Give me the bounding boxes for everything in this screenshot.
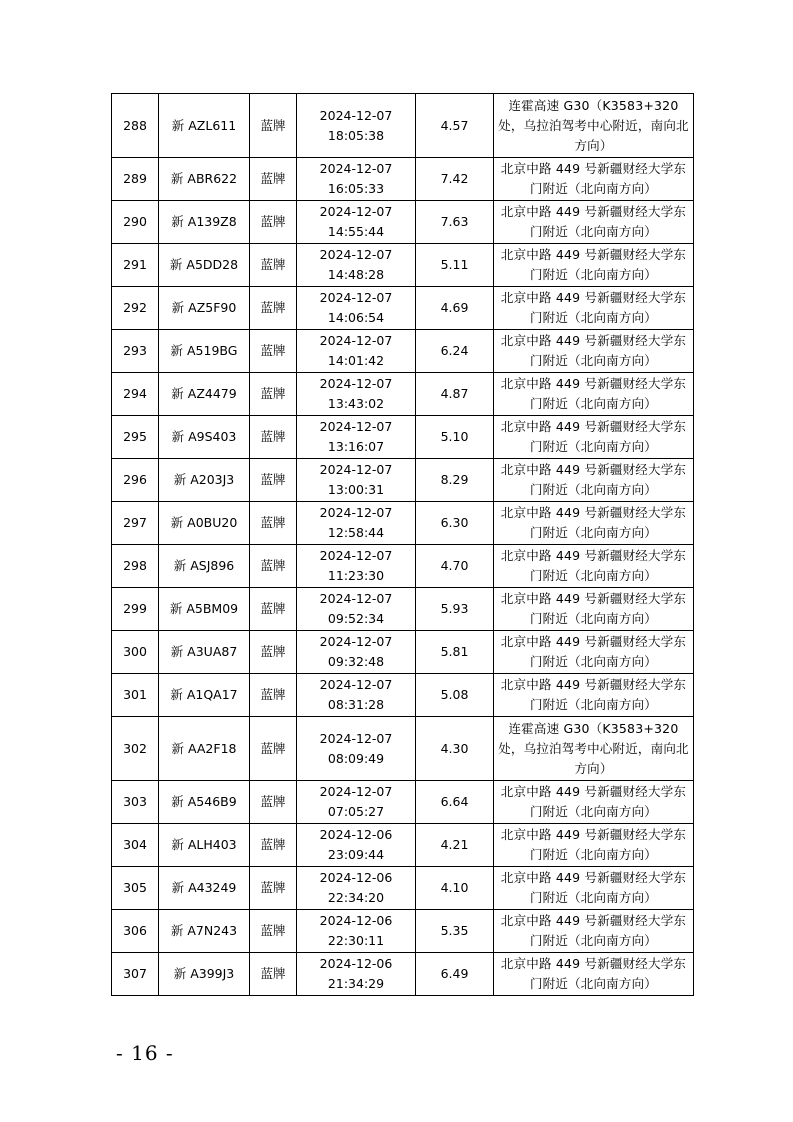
table-row <box>112 244 694 287</box>
plate-number-cell: 新 A43249 <box>159 867 250 910</box>
timestamp-cell <box>297 158 416 201</box>
timestamp-cell <box>297 545 416 588</box>
location-cell: 连霍高速 G30（K3583+320 处，乌拉泊驾考中心附近，南向北方向） <box>494 717 694 781</box>
measurement-value-cell: 7.63 <box>416 201 494 244</box>
measurement-value-cell: 5.08 <box>416 674 494 717</box>
time-text: 14:48:28 <box>327 267 385 282</box>
plate-color-cell: 蓝牌 <box>250 502 297 545</box>
measurement-value-cell: 4.69 <box>416 287 494 330</box>
plate-number-cell: 新 A546B9 <box>159 781 250 824</box>
plate-color-cell: 蓝牌 <box>250 459 297 502</box>
location-cell: 北京中路 449 号新疆财经大学东门附近（北向南方向） <box>494 674 694 717</box>
table-row <box>112 287 694 330</box>
plate-color-cell: 蓝牌 <box>250 588 297 631</box>
location-cell: 北京中路 449 号新疆财经大学东门附近（北向南方向） <box>494 416 694 459</box>
time-text: 14:55:44 <box>327 224 385 239</box>
timestamp-cell <box>297 459 416 502</box>
location-cell: 北京中路 449 号新疆财经大学东门附近（北向南方向） <box>494 201 694 244</box>
plate-color-cell: 蓝牌 <box>250 94 297 158</box>
record-number-cell: 301 <box>112 674 159 717</box>
plate-color-cell: 蓝牌 <box>250 545 297 588</box>
table-row <box>112 545 694 588</box>
time-text: 22:34:20 <box>327 890 385 905</box>
record-number-cell: 291 <box>112 244 159 287</box>
table-row <box>112 158 694 201</box>
plate-number-cell: 新 A519BG <box>159 330 250 373</box>
location-cell: 北京中路 449 号新疆财经大学东门附近（北向南方向） <box>494 867 694 910</box>
time-text: 08:31:28 <box>327 697 385 712</box>
plate-color-cell: 蓝牌 <box>250 953 297 996</box>
record-number-cell: 298 <box>112 545 159 588</box>
table-row <box>112 94 694 158</box>
date-text: 2024-12-07 <box>319 333 393 348</box>
plate-color-cell: 蓝牌 <box>250 867 297 910</box>
plate-color-cell: 蓝牌 <box>250 416 297 459</box>
location-cell: 北京中路 449 号新疆财经大学东门附近（北向南方向） <box>494 373 694 416</box>
date-text: 2024-12-07 <box>319 505 393 520</box>
measurement-value-cell: 5.11 <box>416 244 494 287</box>
measurement-value-cell: 4.10 <box>416 867 494 910</box>
timestamp-cell <box>297 824 416 867</box>
date-text: 2024-12-06 <box>319 870 393 885</box>
record-number-cell: 294 <box>112 373 159 416</box>
timestamp-cell <box>297 94 416 158</box>
plate-color-cell: 蓝牌 <box>250 201 297 244</box>
time-text: 21:34:29 <box>327 976 385 991</box>
date-text: 2024-12-06 <box>319 827 393 842</box>
record-number-cell: 306 <box>112 910 159 953</box>
date-text: 2024-12-07 <box>319 107 393 123</box>
record-number-cell: 296 <box>112 459 159 502</box>
table-row <box>112 459 694 502</box>
table-row <box>112 588 694 631</box>
time-text: 14:01:42 <box>327 353 385 368</box>
plate-color-cell: 蓝牌 <box>250 244 297 287</box>
record-number-cell: 293 <box>112 330 159 373</box>
plate-color-cell: 蓝牌 <box>250 910 297 953</box>
location-cell: 北京中路 449 号新疆财经大学东门附近（北向南方向） <box>494 824 694 867</box>
date-text: 2024-12-07 <box>319 161 393 176</box>
table-row <box>112 717 694 781</box>
table-row <box>112 373 694 416</box>
measurement-value-cell: 4.57 <box>416 94 494 158</box>
measurement-value-cell: 4.70 <box>416 545 494 588</box>
measurement-value-cell: 7.42 <box>416 158 494 201</box>
time-text: 23:09:44 <box>327 847 385 862</box>
location-cell: 北京中路 449 号新疆财经大学东门附近（北向南方向） <box>494 330 694 373</box>
plate-number-cell: 新 A139Z8 <box>159 201 250 244</box>
timestamp-cell <box>297 953 416 996</box>
record-number-cell: 297 <box>112 502 159 545</box>
time-text: 22:30:11 <box>327 933 385 948</box>
record-number-cell: 292 <box>112 287 159 330</box>
location-cell: 北京中路 449 号新疆财经大学东门附近（北向南方向） <box>494 459 694 502</box>
table-row <box>112 910 694 953</box>
time-text: 07:05:27 <box>327 804 385 819</box>
timestamp-cell <box>297 502 416 545</box>
record-number-cell: 302 <box>112 717 159 781</box>
date-text: 2024-12-07 <box>319 419 393 434</box>
plate-number-cell: 新 AZ4479 <box>159 373 250 416</box>
measurement-value-cell: 5.10 <box>416 416 494 459</box>
plate-number-cell: 新 A1QA17 <box>159 674 250 717</box>
timestamp-cell <box>297 674 416 717</box>
measurement-value-cell: 6.64 <box>416 781 494 824</box>
record-number-cell: 295 <box>112 416 159 459</box>
plate-number-cell: 新 ASJ896 <box>159 545 250 588</box>
timestamp-cell <box>297 631 416 674</box>
plate-number-cell: 新 A5BM09 <box>159 588 250 631</box>
record-number-cell: 288 <box>112 94 159 158</box>
date-text: 2024-12-07 <box>319 591 393 606</box>
plate-color-cell: 蓝牌 <box>250 824 297 867</box>
timestamp-cell <box>297 416 416 459</box>
measurement-value-cell: 8.29 <box>416 459 494 502</box>
plate-number-cell: 新 A5DD28 <box>159 244 250 287</box>
timestamp-cell <box>297 373 416 416</box>
timestamp-cell <box>297 910 416 953</box>
plate-color-cell: 蓝牌 <box>250 158 297 201</box>
time-text: 18:05:38 <box>327 127 385 143</box>
time-text: 12:58:44 <box>327 525 385 540</box>
location-cell: 北京中路 449 号新疆财经大学东门附近（北向南方向） <box>494 953 694 996</box>
date-text: 2024-12-07 <box>319 204 393 219</box>
timestamp-cell <box>297 244 416 287</box>
date-text: 2024-12-07 <box>319 634 393 649</box>
location-cell: 北京中路 449 号新疆财经大学东门附近（北向南方向） <box>494 910 694 953</box>
location-cell: 连霍高速 G30（K3583+320 处，乌拉泊驾考中心附近，南向北方向） <box>494 94 694 158</box>
plate-color-cell: 蓝牌 <box>250 674 297 717</box>
date-text: 2024-12-07 <box>319 290 393 305</box>
timestamp-cell <box>297 867 416 910</box>
record-number-cell: 289 <box>112 158 159 201</box>
table-row <box>112 201 694 244</box>
record-number-cell: 303 <box>112 781 159 824</box>
measurement-value-cell: 5.35 <box>416 910 494 953</box>
table-row <box>112 824 694 867</box>
location-cell: 北京中路 449 号新疆财经大学东门附近（北向南方向） <box>494 781 694 824</box>
page-number: - 16 - <box>116 1041 174 1065</box>
timestamp-cell <box>297 717 416 781</box>
location-cell: 北京中路 449 号新疆财经大学东门附近（北向南方向） <box>494 631 694 674</box>
plate-color-cell: 蓝牌 <box>250 330 297 373</box>
plate-number-cell: 新 AZ5F90 <box>159 287 250 330</box>
record-number-cell: 290 <box>112 201 159 244</box>
timestamp-cell <box>297 781 416 824</box>
measurement-value-cell: 6.49 <box>416 953 494 996</box>
time-text: 08:09:49 <box>327 750 385 766</box>
date-text: 2024-12-06 <box>319 913 393 928</box>
plate-number-cell: 新 A9S403 <box>159 416 250 459</box>
plate-color-cell: 蓝牌 <box>250 717 297 781</box>
location-cell: 北京中路 449 号新疆财经大学东门附近（北向南方向） <box>494 158 694 201</box>
record-number-cell: 304 <box>112 824 159 867</box>
date-text: 2024-12-07 <box>319 730 393 746</box>
plate-number-cell: 新 ABR622 <box>159 158 250 201</box>
plate-number-cell: 新 A203J3 <box>159 459 250 502</box>
time-text: 16:05:33 <box>327 181 385 196</box>
timestamp-cell <box>297 287 416 330</box>
table-row <box>112 631 694 674</box>
location-cell: 北京中路 449 号新疆财经大学东门附近（北向南方向） <box>494 244 694 287</box>
time-text: 13:00:31 <box>327 482 385 497</box>
plate-number-cell: 新 AZL611 <box>159 94 250 158</box>
table-row <box>112 867 694 910</box>
measurement-value-cell: 4.21 <box>416 824 494 867</box>
plate-number-cell: 新 ALH403 <box>159 824 250 867</box>
timestamp-cell <box>297 588 416 631</box>
records-body <box>112 94 694 996</box>
measurement-value-cell: 4.87 <box>416 373 494 416</box>
time-text: 14:06:54 <box>327 310 385 325</box>
time-text: 13:16:07 <box>327 439 385 454</box>
time-text: 09:32:48 <box>327 654 385 669</box>
date-text: 2024-12-07 <box>319 677 393 692</box>
record-number-cell: 299 <box>112 588 159 631</box>
date-text: 2024-12-07 <box>319 247 393 262</box>
plate-number-cell: 新 A0BU20 <box>159 502 250 545</box>
date-text: 2024-12-07 <box>319 376 393 391</box>
plate-color-cell: 蓝牌 <box>250 373 297 416</box>
measurement-value-cell: 5.93 <box>416 588 494 631</box>
plate-color-cell: 蓝牌 <box>250 631 297 674</box>
location-cell: 北京中路 449 号新疆财经大学东门附近（北向南方向） <box>494 545 694 588</box>
time-text: 13:43:02 <box>327 396 385 411</box>
record-number-cell: 307 <box>112 953 159 996</box>
date-text: 2024-12-07 <box>319 462 393 477</box>
date-text: 2024-12-07 <box>319 548 393 563</box>
date-text: 2024-12-06 <box>319 956 393 971</box>
measurement-value-cell: 6.24 <box>416 330 494 373</box>
plate-number-cell: 新 A399J3 <box>159 953 250 996</box>
location-cell: 北京中路 449 号新疆财经大学东门附近（北向南方向） <box>494 588 694 631</box>
plate-number-cell: 新 A7N243 <box>159 910 250 953</box>
plate-number-cell: 新 AA2F18 <box>159 717 250 781</box>
measurement-value-cell: 5.81 <box>416 631 494 674</box>
measurement-value-cell: 4.30 <box>416 717 494 781</box>
plate-color-cell: 蓝牌 <box>250 287 297 330</box>
date-text: 2024-12-07 <box>319 784 393 799</box>
plate-color-cell: 蓝牌 <box>250 781 297 824</box>
table-row <box>112 330 694 373</box>
record-number-cell: 300 <box>112 631 159 674</box>
plate-number-cell: 新 A3UA87 <box>159 631 250 674</box>
records-table <box>111 93 694 996</box>
location-cell: 北京中路 449 号新疆财经大学东门附近（北向南方向） <box>494 287 694 330</box>
timestamp-cell <box>297 201 416 244</box>
location-cell: 北京中路 449 号新疆财经大学东门附近（北向南方向） <box>494 502 694 545</box>
table-row <box>112 953 694 996</box>
measurement-value-cell: 6.30 <box>416 502 494 545</box>
table-row <box>112 502 694 545</box>
time-text: 11:23:30 <box>327 568 385 583</box>
record-number-cell: 305 <box>112 867 159 910</box>
time-text: 09:52:34 <box>327 611 385 626</box>
timestamp-cell <box>297 330 416 373</box>
table-row <box>112 674 694 717</box>
table-row <box>112 416 694 459</box>
table-row <box>112 781 694 824</box>
